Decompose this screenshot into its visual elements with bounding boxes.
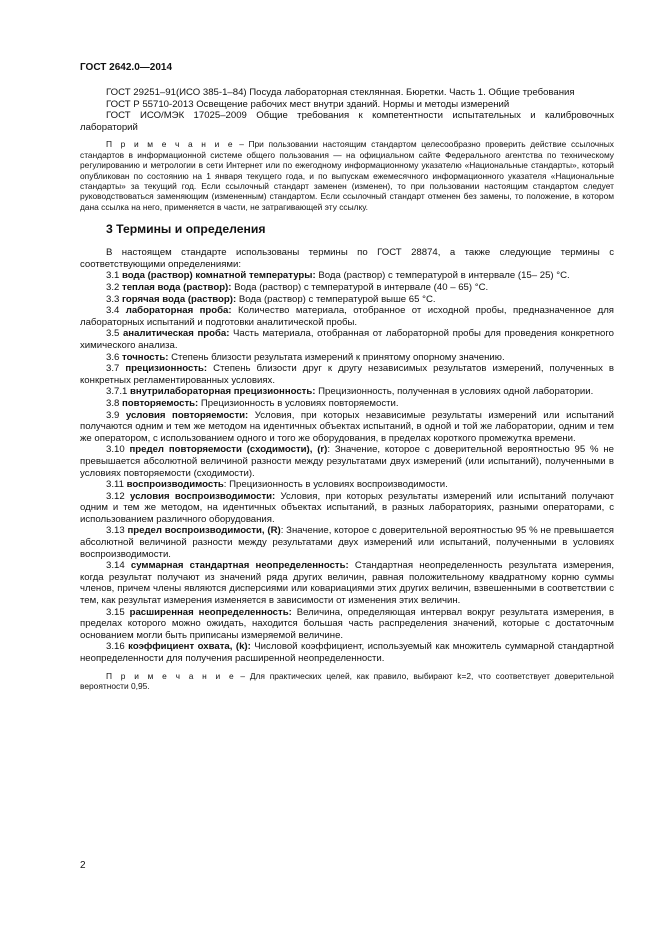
term-entry [80,525,614,560]
term-entry [80,491,614,526]
term-name: условия повторяемости: [125,409,249,421]
term-definition: Числовой коэффициент, используемый как множитель суммарной стандартной неопределенности для получения расширенной неопределенности. [80,641,614,664]
term-number: 3.11 [106,479,127,491]
term-name: вода (раствор) комнатной температуры: [122,270,316,282]
term-definition: : Значение, которое с доверительной вероятностью 95 % не превышается абсолютной величиной разности между результатами двух измерений или испытаний, полученными в условиях воспроизводимости. [80,525,615,560]
term-name: предел воспроизводимости, (R) [127,525,281,537]
term-entry [80,386,614,398]
term-definition: : Прецизионность в условиях воспроизводимости. [223,479,448,491]
term-number: 3.12 [106,490,130,502]
term-number: 3.1 [106,270,123,282]
term-name: воспроизводимость [126,479,224,491]
term-entry [80,398,614,410]
term-number: 3.6 [106,351,123,363]
term-definition: Вода (раствор) с температурой в интервале (15– 25) °С. [315,270,570,282]
term-number: 3.14 [106,560,131,572]
note-label: П р и м е ч а н и е [106,670,236,681]
term-name: теплая вода (раствор): [122,282,232,293]
term-number: 3.13 [106,525,128,537]
term-name: суммарная стандартная неопределенность: [130,560,349,572]
term-definition: Прецизионность в условиях повторяемости. [198,397,399,409]
term-name: условия воспроизводимости: [129,490,276,502]
term-definition: Стандартная неопределенность результата измерения, когда результат получают из значений ряда других величин, равная положительному квадратному корню суммы членов, причем члены являются дисперсиями или ковариациями этих других величин, взвешенными в соответствии с тем, как результат измерения изменяется в зависимости от изменения этих величин. [80,560,615,607]
term-definition: Часть материала, отобранная от лабораторной пробы для проведения конкретного химического анализа. [80,328,614,351]
term-name: расширенная неопределенность: [129,606,292,618]
page-number: 2 [80,860,86,871]
term-name: прецизионность: [125,363,208,375]
term-definition: : Значение, которое с доверительной вероятностью 95 % не превышается абсолютной величиной разности между результатами двух измерений (или испытаний), полученными в условиях повторяемости (сходимости). [80,444,614,479]
note-text: – При пользовании настоящим стандартом целесообразно проверить действие ссылочных стандартов в информационной системе общего пользования — на официальном сайте Федерального агентства по техническому регулированию и метрологии в сети Интернет или по ежегодному информационному указателю «Национальные стандарты», который опубликован по состоянию на 1 января текущего года, и по выпускам ежемесячного информационного указателя «Национальные стандарты» за текущий год. Если ссылочный стандарт заменен (изменен), то при пользовании настоящим стандартом следует руководствоваться заменяющим (измененным) стандартом. Если ссылочный стандарт отменен без замены, то положение, в котором дана ссылка на него, применяется в части, не затрагивающей эту ссылку. [80,139,614,212]
term-definition: Величина, определяющая интервал вокруг результата измерения, в пределах которого можно ожидать, находится большая часть распределения значений, которые с достаточным основанием могли быть приписаны измеряемой величине. [80,606,614,641]
term-entry [80,410,614,445]
term-entry [80,363,614,386]
term-number: 3.5 [106,328,123,340]
term-number: 3.8 [106,397,123,409]
term-definition: Количество материала, отобранное от исходной пробы, предназначенное для лабораторных испытаний и подготовки аналитической пробы. [80,305,614,328]
page-body [80,87,614,691]
term-number: 3.7.1 [106,386,131,398]
reference-item: ГОСТ ИСО/МЭК 17025–2009 Общие требования к компетентности испытательных и калибровочных лабораторий [80,110,614,133]
term-entry [80,270,614,282]
term-number: 3.10 [106,444,130,456]
note-coverage [80,671,614,692]
term-number: 3.16 [106,641,129,653]
term-definition: Вода (раствор) с температурой выше 65 °С. [236,293,436,305]
intro-paragraph: В настоящем стандарте использованы термины по ГОСТ 28874, а также следующие термины с соответствующими определениями: [80,247,614,270]
term-definition: Степень близости результата измерений к принятому опорному значению. [168,351,505,363]
term-entry [80,444,614,479]
term-entry [80,328,614,351]
term-entry [80,282,614,294]
term-number: 3.7 [106,363,126,375]
term-number: 3.9 [106,409,126,421]
term-entry [80,479,614,491]
term-entry [80,641,614,664]
term-entry [80,352,614,364]
term-definition: Степень близости друг к другу независимых результатов измерений, полученных в конкретных регламентированных условиях. [80,363,614,386]
note-references [80,139,614,212]
term-number: 3.3 [106,293,123,305]
term-entry [80,294,614,306]
term-definition: Прецизионность, полученная в условиях одной лаборатории. [315,386,594,398]
term-entry [80,305,614,328]
term-number: 3.2 [106,282,123,293]
term-number: 3.15 [106,606,130,618]
term-definition: Условия, при которых независимые результаты измерений или испытаний получаются одним и тем же методом на идентичных объектах испытаний, в одной и той же лаборатории, одним и тем же оператором, с использованием одного и того же оборудования, в пределах короткого промежутка времени. [80,409,614,444]
term-definition: Условия, при которых результаты измерений или испытаний получают одним и тем же методом, на идентичных объектах испытаний, в разных лабораториях, разными операторами, с использованием различного оборудования. [80,490,615,525]
term-name: внутрилабораторная прецизионность: [130,386,316,398]
term-name: горячая вода (раствор): [122,293,237,305]
reference-item: ГОСТ 29251–91(ИСО 385-1–84) Посуда лабораторная стеклянная. Бюретки. Часть 1. Общие требования [106,87,575,98]
reference-item: ГОСТ Р 55710-2013 Освещение рабочих мест внутри зданий. Нормы и методы измерений [106,98,510,110]
term-name: аналитическая проба: [122,328,230,340]
document-header: ГОСТ 2642.0—2014 [80,62,173,73]
note-label: П р и м е ч а н и е [106,139,235,150]
term-name: лабораторная проба: [125,305,232,317]
term-definition: Вода (раствор) с температурой в интервале (40 – 65) °С. [231,282,489,293]
term-name: предел повторяемости (сходимости), (r) [129,444,328,456]
term-name: точность: [122,351,169,363]
term-entry [80,560,614,606]
term-entry [80,607,614,642]
note-text: – Для практических целей, как правило, выбирают k=2, что соответствует доверительной вероятности 0,95. [80,670,614,691]
section-heading: 3 Термины и определения [106,222,266,237]
term-name: коэффициент охвата, (k): [128,641,251,653]
term-name: повторяемость: [122,397,199,409]
term-number: 3.4 [106,305,126,317]
